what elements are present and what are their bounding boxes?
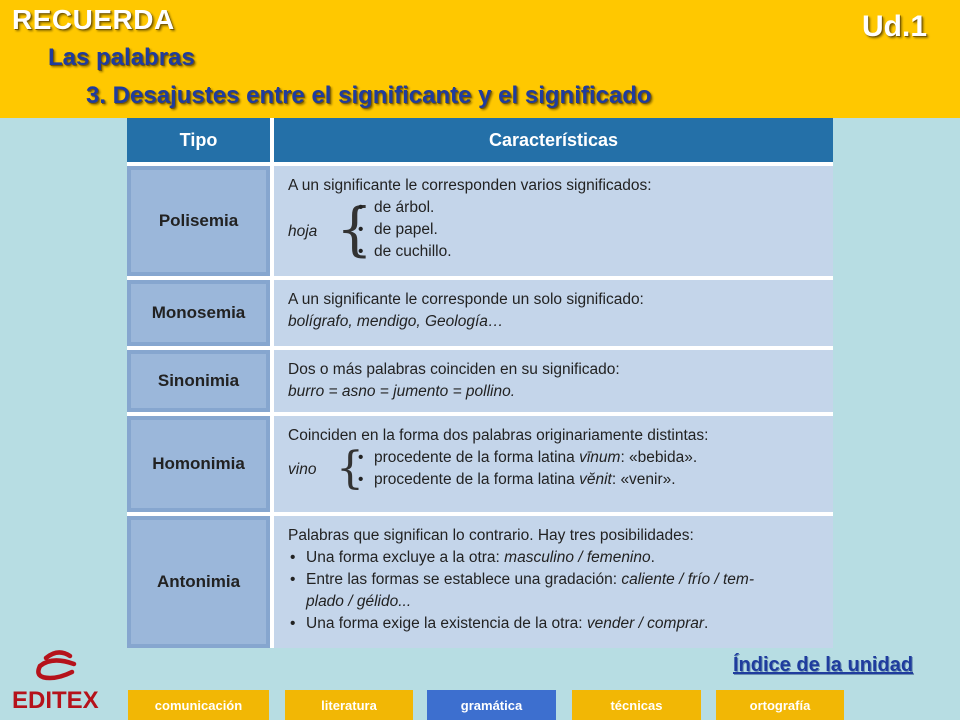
unit-index-link[interactable]: Índice de la unidad	[733, 654, 914, 676]
description-line: Dos o más palabras coinciden en su significado:	[288, 361, 620, 378]
nav-literatura[interactable]: literatura	[285, 690, 413, 720]
table-row-homonimia	[127, 416, 833, 512]
table-header-row	[127, 118, 833, 162]
description-cell	[274, 416, 833, 512]
unit-label: Ud.1	[862, 10, 928, 43]
description-cell	[274, 350, 833, 412]
brace-icon: {	[336, 195, 373, 263]
list-item: • Una forma exige la existencia de la otra: vender / comprar.	[288, 613, 833, 635]
list-item: • Una forma excluye a la otra: masculino / femenino.	[288, 547, 833, 569]
type-label: Sinonimia	[157, 371, 240, 390]
example-word: hoja	[288, 223, 318, 240]
type-label: Antonimia	[156, 572, 241, 591]
nav-comunicacion[interactable]: comunicación	[128, 690, 269, 720]
type-cell	[127, 350, 270, 412]
nav-gramatica[interactable]: gramática	[427, 690, 556, 720]
table-row-antonimia	[127, 516, 833, 648]
header-band	[0, 0, 960, 118]
table-row-monosemia	[127, 280, 833, 346]
description-cell	[274, 166, 833, 276]
description-line: Palabras que significan lo contrario. Hay tres posibilidades:	[288, 527, 694, 544]
desajustes-table	[127, 118, 833, 648]
example-line: burro = asno = jumento = pollino.	[288, 383, 516, 400]
editex-logo	[12, 648, 104, 714]
nav-tecnicas[interactable]: técnicas	[572, 690, 701, 720]
example-block	[288, 197, 833, 269]
example-word: vino	[288, 461, 317, 478]
list-item-continuation: plado / gélido...	[306, 593, 412, 610]
type-cell	[127, 166, 270, 276]
list-item: • procedente de la forma latina vīnum: «bebida».	[358, 447, 697, 469]
page-subtitle: Las palabras	[48, 44, 195, 71]
description-line: A un significante le corresponde un solo significado:	[288, 291, 644, 308]
list-item: • Entre las formas se establece una gradación: caliente / frío / tem-	[288, 569, 833, 591]
meaning-list	[358, 447, 697, 491]
header-caracteristicas: Características	[274, 118, 833, 162]
page-title: RECUERDA	[12, 4, 175, 35]
table-row-sinonimia	[127, 350, 833, 412]
description-cell	[274, 516, 833, 648]
list-item: • de cuchillo.	[358, 241, 452, 263]
list-item: • de árbol.	[358, 197, 452, 219]
header-tipo: Tipo	[127, 118, 270, 162]
type-cell	[127, 516, 270, 648]
description-line: Coinciden en la forma dos palabras originariamente distintas:	[288, 427, 709, 444]
type-label: Monosemia	[151, 303, 246, 322]
type-label: Polisemia	[158, 211, 239, 230]
type-cell	[127, 280, 270, 346]
type-label: Homonimia	[152, 454, 245, 473]
type-cell	[127, 416, 270, 512]
section-title: 3. Desajustes entre el significante y el significado	[86, 82, 652, 109]
meaning-list	[358, 197, 452, 263]
list-item: • procedente de la forma latina vĕnit: «venir».	[358, 469, 697, 491]
editex-logo-icon	[12, 648, 104, 714]
table-row-polisemia	[127, 166, 833, 276]
possibility-list	[288, 547, 833, 635]
list-item: • de papel.	[358, 219, 452, 241]
example-line: bolígrafo, mendigo, Geología…	[288, 313, 504, 330]
logo-text: EDITEX	[12, 687, 99, 714]
nav-ortografia[interactable]: ortografía	[716, 690, 844, 720]
description-cell	[274, 280, 833, 346]
description-line: A un significante le corresponden varios significados:	[288, 177, 652, 194]
brace-icon: {	[336, 443, 364, 494]
example-block	[288, 443, 833, 495]
